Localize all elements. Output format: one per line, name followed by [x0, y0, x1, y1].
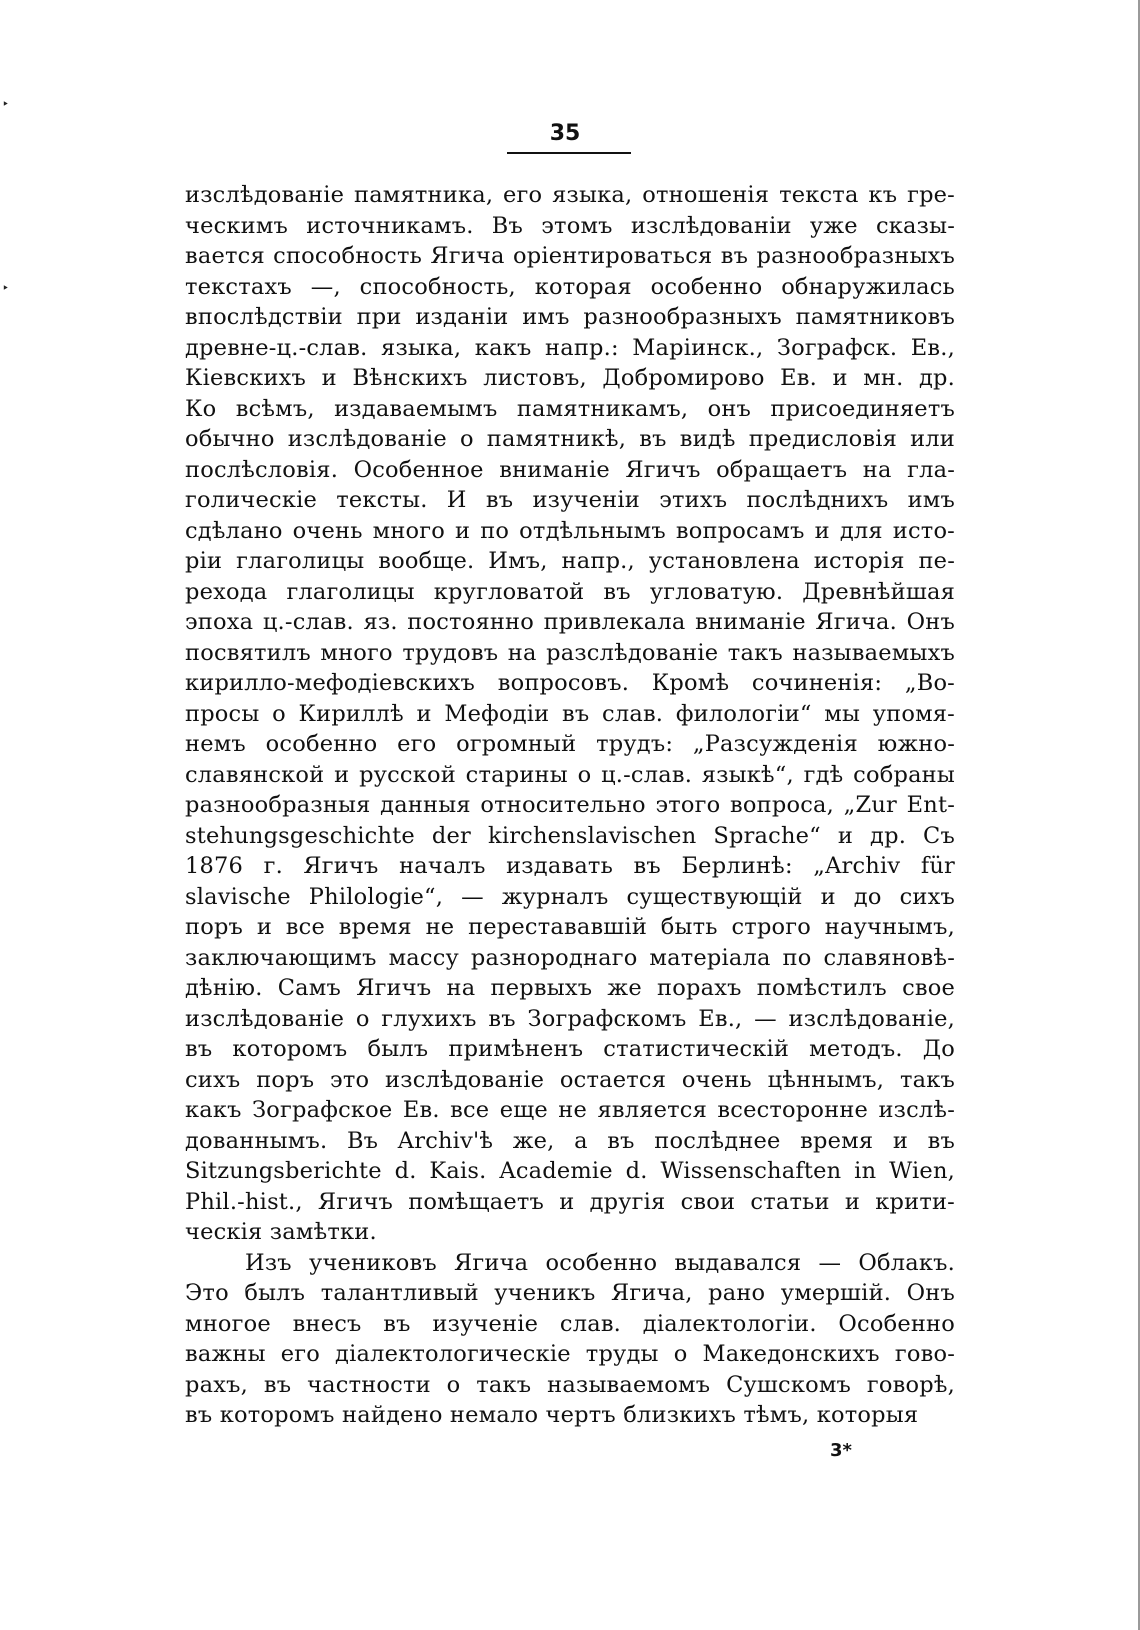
text-line: ріи глаголицы вообще. Имъ, напр., установлена исторія пе-: [185, 548, 955, 574]
text-line: голическіе тексты. И въ изученіи этихъ послѣднихъ имъ: [185, 487, 955, 513]
text-line: Кіевскихъ и Вѣнскихъ листовъ, Добромирово Ев. и мн. др.: [185, 365, 955, 391]
text-line: заключающимъ массу разнороднаго матеріала по славяновѣ-: [185, 944, 955, 971]
text-line: текстахъ —, способность, которая особенно обнаружилась: [185, 273, 955, 300]
text-line: Sitzungsberichte d. Kais. Academie d. Wissenschaften in Wien,: [185, 1158, 955, 1184]
text-line: разнообразныя данныя относительно этого вопроса, „Zur Ent-: [185, 792, 955, 818]
text-line: сихъ поръ это изслѣдованіе остается очень цѣннымъ, такъ: [185, 1066, 955, 1093]
text-line: кирилло-мефодіевскихъ вопросовъ. Кромѣ сочиненія: „Во-: [185, 670, 955, 696]
body-text: [185, 180, 955, 1431]
text-line: обычно изслѣдованіе о памятникѣ, въ видѣ предисловія или: [185, 426, 955, 452]
text-line: сдѣлано очень много и по отдѣльнымъ вопросамъ и для исто-: [185, 517, 955, 544]
text-line: Ко всѣмъ, издаваемымъ памятникамъ, онъ присоединяетъ: [185, 395, 955, 422]
text-line: изслѣдованіе о глухихъ въ Зографскомъ Ев., — изслѣдованіе,: [185, 1005, 955, 1032]
text-line: вается способность Ягича оріентироваться въ разнообразныхъ: [185, 243, 955, 269]
text-line: поръ и все время не перестававшій быть строго научнымъ,: [185, 914, 955, 940]
text-line: древне-ц.-слав. языка, какъ напр.: Маріинск., Зографск. Ев.,: [185, 334, 955, 361]
text-line: дованнымъ. Въ Archiv'ѣ же, а въ послѣднее время и въ: [185, 1127, 955, 1154]
text-line: послѣсловія. Особенное вниманіе Ягичъ обращаетъ на гла-: [185, 456, 955, 483]
text-line: впослѣдствіи при изданіи имъ разнообразныхъ памятниковъ: [185, 304, 955, 330]
paragraph: [185, 1248, 955, 1431]
text-line: Изъ учениковъ Ягича особенно выдавался — Облакъ.: [245, 1249, 955, 1276]
margin-mark: ‣: [2, 97, 10, 111]
margin-mark: ‣: [2, 281, 10, 295]
text-line: изслѣдованіе памятника, его языка, отношенія текста къ гре-: [185, 182, 955, 208]
paragraph: [185, 180, 955, 1248]
text-line: stehungsgeschichte der kirchenslavischen Sprache“ и др. Съ: [185, 822, 955, 849]
text-line: просы о Кириллѣ и Мефодіи въ слав. филологіи“ мы упомя-: [185, 700, 955, 727]
text-line: эпоха ц.-слав. яз. постоянно привлекала вниманіе Ягича. Онъ: [185, 609, 955, 635]
text-line: рехода глаголицы кругловатой въ угловатую. Древнѣйшая: [185, 578, 955, 605]
header-rule: [507, 152, 631, 154]
signature-mark: 3*: [830, 1440, 852, 1461]
text-line: многое внесъ въ изученіе слав. діалектологіи. Особенно: [185, 1310, 955, 1337]
text-line: важны его діалектологическіе труды о Македонскихъ гово-: [185, 1341, 955, 1367]
text-line: Phil.-hist., Ягичъ помѣщаетъ и другія свои статьи и крити-: [185, 1188, 955, 1215]
text-line: въ которомъ былъ примѣненъ статистическій методъ. До: [185, 1036, 955, 1062]
text-line: немъ особенно его огромный трудъ: „Разсужденія южно-: [185, 731, 955, 757]
text-line: рахъ, въ частности о такъ называемомъ Сушскомъ говорѣ,: [185, 1371, 955, 1398]
text-line: slavische Philologie“, — журналъ существующій и до сихъ: [185, 883, 955, 910]
text-line: ческія замѣтки.: [185, 1219, 377, 1245]
text-line: въ которомъ найдено немало чертъ близкихъ тѣмъ, которыя: [185, 1402, 919, 1428]
text-line: дѣнію. Самъ Ягичъ на первыхъ же порахъ помѣстилъ свое: [185, 975, 955, 1001]
text-line: славянской и русской старины о ц.-слав. языкѣ“, гдѣ собраны: [185, 761, 955, 788]
text-line: посвятилъ много трудовъ на разслѣдованіе такъ называемыхъ: [185, 639, 955, 666]
text-line: 1876 г. Ягичъ началъ издавать въ Берлинѣ: „Archiv für: [185, 853, 955, 879]
text-line: Это былъ талантливый ученикъ Ягича, рано умершій. Онъ: [185, 1280, 955, 1306]
text-line: какъ Зографское Ев. все еще не является всесторонне изслѣ-: [185, 1097, 955, 1123]
text-line: ческимъ источникамъ. Въ этомъ изслѣдованіи уже сказы-: [185, 212, 955, 239]
page-number: 35: [549, 121, 581, 146]
